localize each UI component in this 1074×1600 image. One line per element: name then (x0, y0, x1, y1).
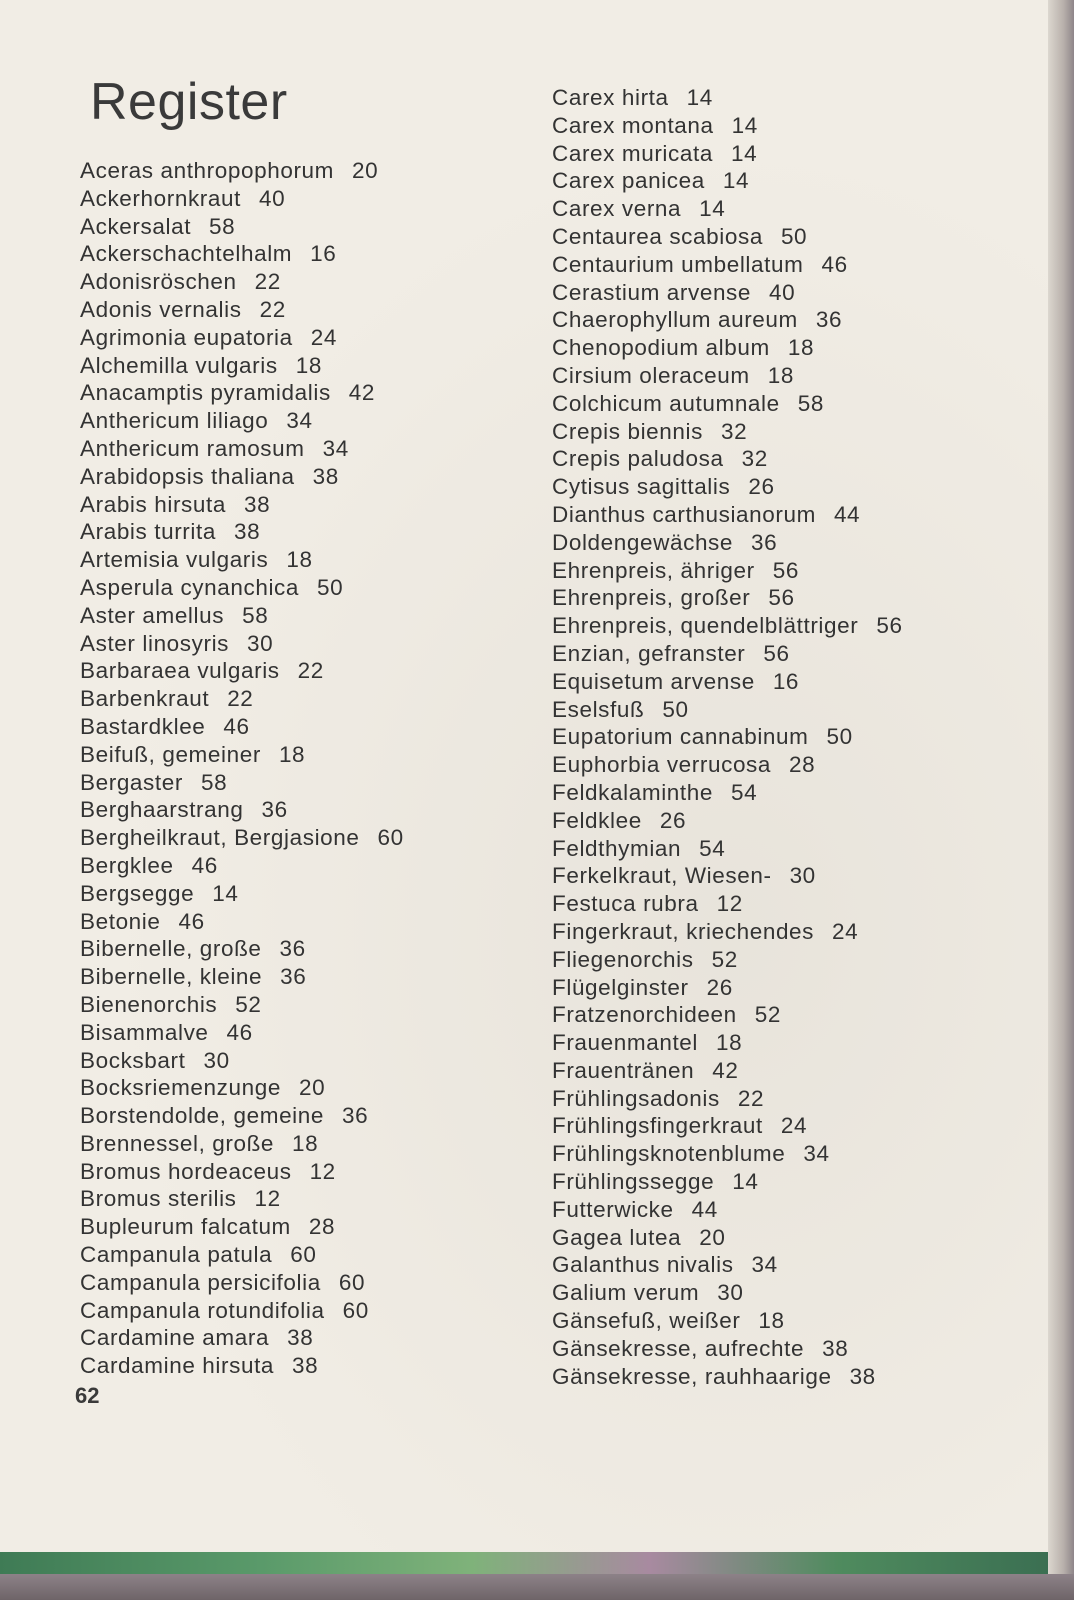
index-page-ref: 34 (322, 435, 349, 461)
index-term: Gänsefuß, weißer (552, 1308, 741, 1334)
index-page-ref: 46 (821, 251, 848, 277)
index-term: Cytisus sagittalis (552, 474, 731, 500)
index-page-ref: 14 (732, 1169, 759, 1195)
index-entry (552, 251, 903, 279)
index-term: Artemisia vulgaris (80, 547, 269, 573)
index-term: Enzian, gefranster (552, 640, 746, 666)
index-entry (80, 324, 404, 352)
index-page-ref: 60 (342, 1297, 369, 1323)
index-entry (80, 296, 404, 324)
cover-edge-strip (0, 1552, 1048, 1574)
index-entry (552, 195, 903, 223)
index-entry (80, 1241, 404, 1269)
index-page-ref: 12 (309, 1158, 336, 1184)
index-term: Doldengewächse (552, 529, 734, 555)
index-term: Gänsekresse, rauhhaarige (552, 1363, 832, 1389)
index-page-ref: 26 (706, 974, 733, 1000)
index-page-ref: 22 (259, 296, 286, 322)
index-page-ref: 38 (243, 491, 271, 517)
index-page-ref: 60 (290, 1242, 317, 1268)
index-page-ref: 58 (242, 602, 269, 628)
index-term: Bromus hordeaceus (80, 1158, 292, 1184)
index-page-ref: 58 (209, 213, 236, 239)
index-term: Fingerkraut, kriechendes (552, 918, 815, 944)
index-entry (80, 1213, 404, 1241)
index-term: Ackerhornkraut (80, 185, 241, 211)
index-term: Adonis vernalis (80, 296, 242, 322)
index-entry (552, 696, 903, 724)
index-page-ref: 36 (815, 307, 843, 333)
index-term: Feldthymian (552, 835, 682, 861)
index-entry (552, 1085, 903, 1113)
index-term: Ehrenpreis, ähriger (552, 557, 755, 583)
index-entry (80, 407, 404, 435)
index-entry (552, 1224, 903, 1252)
index-page-ref: 36 (261, 797, 288, 823)
index-entry (552, 918, 903, 946)
index-entry (552, 1251, 903, 1279)
index-term: Crepis paludosa (552, 446, 724, 472)
index-entry (552, 84, 903, 112)
index-term: Bromus sterilis (80, 1186, 237, 1212)
index-term: Adonisröschen (80, 269, 237, 295)
index-entry (552, 1168, 903, 1196)
index-entry (80, 1269, 404, 1297)
index-entry (80, 213, 404, 241)
index-entry (80, 1130, 404, 1158)
index-term: Ehrenpreis, quendelblättriger (552, 613, 859, 639)
index-entry (80, 491, 404, 519)
index-page-ref: 38 (822, 1335, 849, 1361)
index-entry (80, 908, 404, 936)
index-term: Campanula persicifolia (80, 1269, 321, 1295)
index-page-ref: 46 (178, 908, 205, 934)
index-page-ref: 20 (298, 1075, 326, 1101)
index-entry (552, 1057, 903, 1085)
index-entry (552, 362, 903, 390)
index-page-ref: 28 (308, 1214, 336, 1240)
index-term: Cardamine hirsuta (80, 1353, 275, 1379)
index-page-ref: 50 (780, 223, 808, 249)
page-number: 62 (75, 1383, 100, 1408)
index-entry (552, 1140, 903, 1168)
index-term: Barbaraea vulgaris (80, 658, 280, 684)
index-column-left (80, 157, 404, 1380)
index-term: Cirsium oleraceum (552, 362, 750, 388)
index-term: Dianthus carthusianorum (552, 501, 816, 527)
index-entry (552, 640, 903, 668)
index-page-ref: 18 (278, 741, 306, 767)
index-entry (552, 668, 903, 696)
index-term: Ackerschachtelhalm (80, 241, 293, 267)
index-page-ref: 30 (203, 1047, 230, 1073)
index-term: Carex hirta (552, 85, 669, 110)
index-page-ref: 44 (691, 1196, 718, 1222)
index-entry (552, 779, 903, 807)
index-term: Frauenmantel (552, 1030, 699, 1056)
index-page-ref: 54 (730, 779, 758, 805)
index-entry (80, 185, 404, 213)
index-entry (552, 112, 903, 140)
index-entry (80, 1019, 404, 1047)
page-title: Register (90, 73, 288, 131)
index-page-ref: 44 (833, 501, 861, 527)
index-page-ref: 22 (737, 1085, 765, 1111)
index-page-ref: 36 (280, 964, 307, 990)
index-page-ref: 38 (312, 463, 339, 489)
index-page-ref: 40 (769, 279, 796, 305)
index-entry (552, 946, 903, 974)
index-term: Frühlingsknotenblume (552, 1141, 786, 1167)
index-page-ref: 36 (751, 529, 778, 555)
index-page-ref: 24 (310, 324, 338, 350)
index-term: Alchemilla vulgaris (80, 352, 278, 378)
index-entry (552, 279, 903, 307)
index-term: Centaurium umbellatum (552, 251, 804, 277)
index-term: Frauentränen (552, 1057, 695, 1083)
index-page-ref: 30 (717, 1280, 744, 1306)
index-term: Centaurea scabiosa (552, 223, 763, 249)
index-entry (552, 1001, 903, 1029)
index-term: Bocksbart (80, 1047, 186, 1073)
index-entry (552, 807, 903, 835)
index-term: Aster linosyris (80, 630, 230, 656)
index-page-ref: 12 (716, 891, 743, 917)
index-term: Eupatorium cannabinum (552, 724, 809, 750)
index-page-ref: 42 (712, 1057, 739, 1083)
index-page-ref: 46 (226, 1019, 253, 1045)
index-term: Frühlingsadonis (552, 1085, 720, 1111)
index-page-ref: 14 (722, 168, 750, 194)
index-page-ref: 38 (292, 1353, 319, 1379)
index-term: Anthericum ramosum (80, 435, 305, 461)
index-page-ref: 14 (699, 196, 726, 222)
index-entry (80, 852, 404, 880)
index-page-ref: 46 (223, 713, 250, 739)
index-term: Aster amellus (80, 602, 225, 628)
index-page-ref: 32 (741, 446, 768, 472)
index-entry (552, 1363, 903, 1391)
index-entry (552, 1279, 903, 1307)
index-entry (80, 1047, 404, 1075)
index-page-ref: 54 (699, 835, 726, 861)
index-term: Fratzenorchideen (552, 1002, 737, 1028)
index-entry (552, 1307, 903, 1335)
index-page-ref: 14 (686, 85, 713, 110)
index-page-ref: 18 (292, 1130, 319, 1156)
index-term: Betonie (80, 908, 161, 934)
index-entry (552, 584, 903, 612)
index-term: Festuca rubra (552, 891, 699, 917)
index-page-ref: 12 (254, 1186, 281, 1212)
index-term: Frühlingsfingerkraut (552, 1113, 763, 1139)
index-entry (80, 963, 404, 991)
index-entry (552, 418, 903, 446)
index-page-ref: 22 (297, 658, 324, 684)
index-entry (80, 463, 404, 491)
index-entry (552, 835, 903, 863)
index-term: Bastardklee (80, 713, 206, 739)
index-entry (552, 529, 903, 557)
index-term: Galium verum (552, 1280, 700, 1306)
index-term: Cardamine amara (80, 1325, 270, 1351)
index-term: Crepis biennis (552, 418, 703, 444)
index-entry (552, 334, 903, 362)
index-entry (80, 824, 404, 852)
index-term: Euphorbia verrucosa (552, 752, 772, 778)
index-page-ref: 24 (832, 918, 859, 944)
index-page-ref: 22 (227, 686, 254, 712)
index-page-ref: 36 (342, 1103, 369, 1129)
index-entry (80, 685, 404, 713)
index-page-ref: 58 (797, 390, 824, 416)
index-term: Galanthus nivalis (552, 1252, 734, 1278)
index-page-ref: 52 (235, 991, 262, 1017)
index-entry (80, 546, 404, 574)
index-entry (80, 268, 404, 296)
index-entry (80, 1324, 404, 1352)
index-term: Bergheilkraut, Bergjasione (80, 825, 360, 851)
index-entry (552, 390, 903, 418)
index-term: Futterwicke (552, 1196, 674, 1222)
index-page-ref: 56 (763, 640, 790, 666)
index-page-ref: 26 (659, 807, 687, 833)
index-page-ref: 30 (247, 630, 274, 656)
index-page-ref: 60 (377, 825, 404, 851)
index-term: Bergaster (80, 769, 183, 795)
index-page-ref: 38 (233, 519, 261, 545)
index-term: Anacamptis pyramidalis (80, 380, 331, 406)
index-term: Arabis hirsuta (80, 491, 226, 517)
index-entry (80, 769, 404, 797)
index-term: Bisammalve (80, 1019, 209, 1045)
index-page-ref: 56 (876, 613, 903, 639)
index-entry (552, 723, 903, 751)
background-surface (0, 1574, 1074, 1600)
index-term: Brennessel, große (80, 1130, 275, 1156)
index-term: Bergklee (80, 852, 174, 878)
index-entry (552, 862, 903, 890)
index-entry (552, 974, 903, 1002)
index-term: Bergsegge (80, 880, 195, 906)
index-term: Campanula rotundifolia (80, 1297, 325, 1323)
index-term: Feldklee (552, 807, 642, 833)
index-page-ref: 14 (731, 112, 758, 138)
index-page-ref: 56 (772, 557, 799, 583)
index-page-ref: 18 (286, 547, 313, 573)
index-column-right (552, 84, 903, 1390)
index-term: Gagea lutea (552, 1224, 682, 1250)
index-page-ref: 24 (780, 1113, 808, 1139)
index-page-ref: 28 (789, 752, 816, 778)
index-page-ref: 58 (200, 769, 228, 795)
index-page-ref: 34 (286, 408, 313, 434)
index-term: Berghaarstrang (80, 797, 244, 823)
index-term: Carex muricata (552, 140, 713, 166)
index-term: Anthericum liliago (80, 408, 269, 434)
index-term: Ehrenpreis, großer (552, 585, 751, 611)
index-entry (552, 501, 903, 529)
index-term: Fliegenorchis (552, 946, 694, 972)
index-page-ref: 18 (758, 1308, 785, 1334)
index-term: Cerastium arvense (552, 279, 752, 305)
index-term: Bibernelle, kleine (80, 964, 263, 990)
index-page-ref: 32 (720, 418, 748, 444)
index-entry (552, 445, 903, 473)
page-edge (1048, 0, 1074, 1574)
index-entry (552, 1112, 903, 1140)
index-page-ref: 20 (352, 158, 379, 183)
index-entry (552, 140, 903, 168)
index-term: Equisetum arvense (552, 668, 755, 694)
index-term: Borstendolde, gemeine (80, 1103, 325, 1129)
index-entry (552, 1335, 903, 1363)
index-page-ref: 14 (212, 880, 239, 906)
index-entry (552, 890, 903, 918)
index-page-ref: 34 (751, 1252, 778, 1278)
index-term: Gänsekresse, aufrechte (552, 1335, 805, 1361)
index-page-ref: 50 (317, 574, 344, 600)
index-term: Bibernelle, große (80, 936, 262, 962)
index-term: Flügelginster (552, 974, 689, 1000)
index-term: Arabidopsis thaliana (80, 463, 295, 489)
index-term: Carex verna (552, 196, 682, 222)
index-term: Feldkalaminthe (552, 779, 713, 805)
index-term: Barbenkraut (80, 686, 210, 712)
index-page-ref: 50 (662, 696, 689, 722)
index-page-ref: 56 (768, 585, 795, 611)
index-term: Bocksriemenzunge (80, 1075, 281, 1101)
index-entry (80, 379, 404, 407)
index-entry (80, 435, 404, 463)
index-term: Arabis turrita (80, 519, 216, 545)
index-entry (80, 1297, 404, 1325)
index-entry (80, 935, 404, 963)
index-entry (80, 352, 404, 380)
index-entry (80, 741, 404, 769)
index-term: Chaerophyllum aureum (552, 307, 798, 333)
index-page-ref: 16 (310, 241, 337, 267)
index-entry (80, 1074, 404, 1102)
index-entry (80, 240, 404, 268)
index-page-ref: 36 (279, 936, 306, 962)
index-entry (80, 602, 404, 630)
index-page-ref: 38 (849, 1363, 876, 1389)
index-entry (80, 1185, 404, 1213)
index-term: Bienenorchis (80, 991, 218, 1017)
index-page-ref: 38 (287, 1325, 314, 1351)
index-entry (80, 574, 404, 602)
index-entry (80, 713, 404, 741)
index-entry (80, 1352, 404, 1380)
index-entry (552, 1196, 903, 1224)
index-entry (552, 557, 903, 585)
index-entry (552, 473, 903, 501)
index-page-ref: 18 (716, 1030, 743, 1056)
index-entry (552, 1029, 903, 1057)
index-term: Eselsfuß (552, 696, 645, 722)
index-term: Colchicum autumnale (552, 390, 780, 416)
index-entry (80, 630, 404, 658)
index-term: Ackersalat (80, 213, 192, 239)
index-page-ref: 14 (730, 140, 758, 166)
index-term: Bupleurum falcatum (80, 1214, 291, 1240)
index-term: Aceras anthropophorum (80, 158, 334, 183)
index-page-ref: 52 (754, 1002, 781, 1028)
index-term: Agrimonia eupatoria (80, 324, 293, 350)
index-term: Ferkelkraut, Wiesen- (552, 863, 772, 889)
index-page-ref: 18 (295, 352, 322, 378)
index-entry (552, 306, 903, 334)
index-entry (80, 157, 404, 185)
index-page-ref: 16 (772, 668, 800, 694)
index-page-ref: 18 (787, 335, 815, 361)
index-entry (80, 880, 404, 908)
index-page-ref: 26 (748, 474, 775, 500)
index-entry (80, 1158, 404, 1186)
index-entry (552, 167, 903, 195)
index-page-ref: 22 (254, 269, 281, 295)
index-entry (552, 223, 903, 251)
index-entry (552, 612, 903, 640)
index-page-ref: 60 (338, 1269, 366, 1295)
index-entry (80, 1102, 404, 1130)
index-entry (80, 991, 404, 1019)
index-page-ref: 20 (699, 1224, 726, 1250)
index-term: Frühlingssegge (552, 1169, 715, 1195)
index-page-ref: 18 (767, 362, 794, 388)
index-term: Chenopodium album (552, 335, 770, 361)
index-term: Carex panicea (552, 168, 705, 194)
index-page-ref: 52 (711, 946, 738, 972)
index-entry (80, 657, 404, 685)
index-page-ref: 40 (258, 185, 286, 211)
index-term: Beifuß, gemeiner (80, 741, 261, 767)
index-entry (552, 751, 903, 779)
index-entry (80, 796, 404, 824)
index-page-ref: 50 (826, 724, 853, 750)
index-page-ref: 30 (789, 863, 816, 889)
index-term: Campanula patula (80, 1242, 273, 1268)
index-page-ref: 34 (803, 1141, 830, 1167)
index-page-ref: 42 (348, 380, 376, 406)
index-entry (80, 518, 404, 546)
index-page-ref: 46 (191, 852, 218, 878)
index-term: Asperula cynanchica (80, 574, 300, 600)
index-term: Carex montana (552, 112, 714, 138)
